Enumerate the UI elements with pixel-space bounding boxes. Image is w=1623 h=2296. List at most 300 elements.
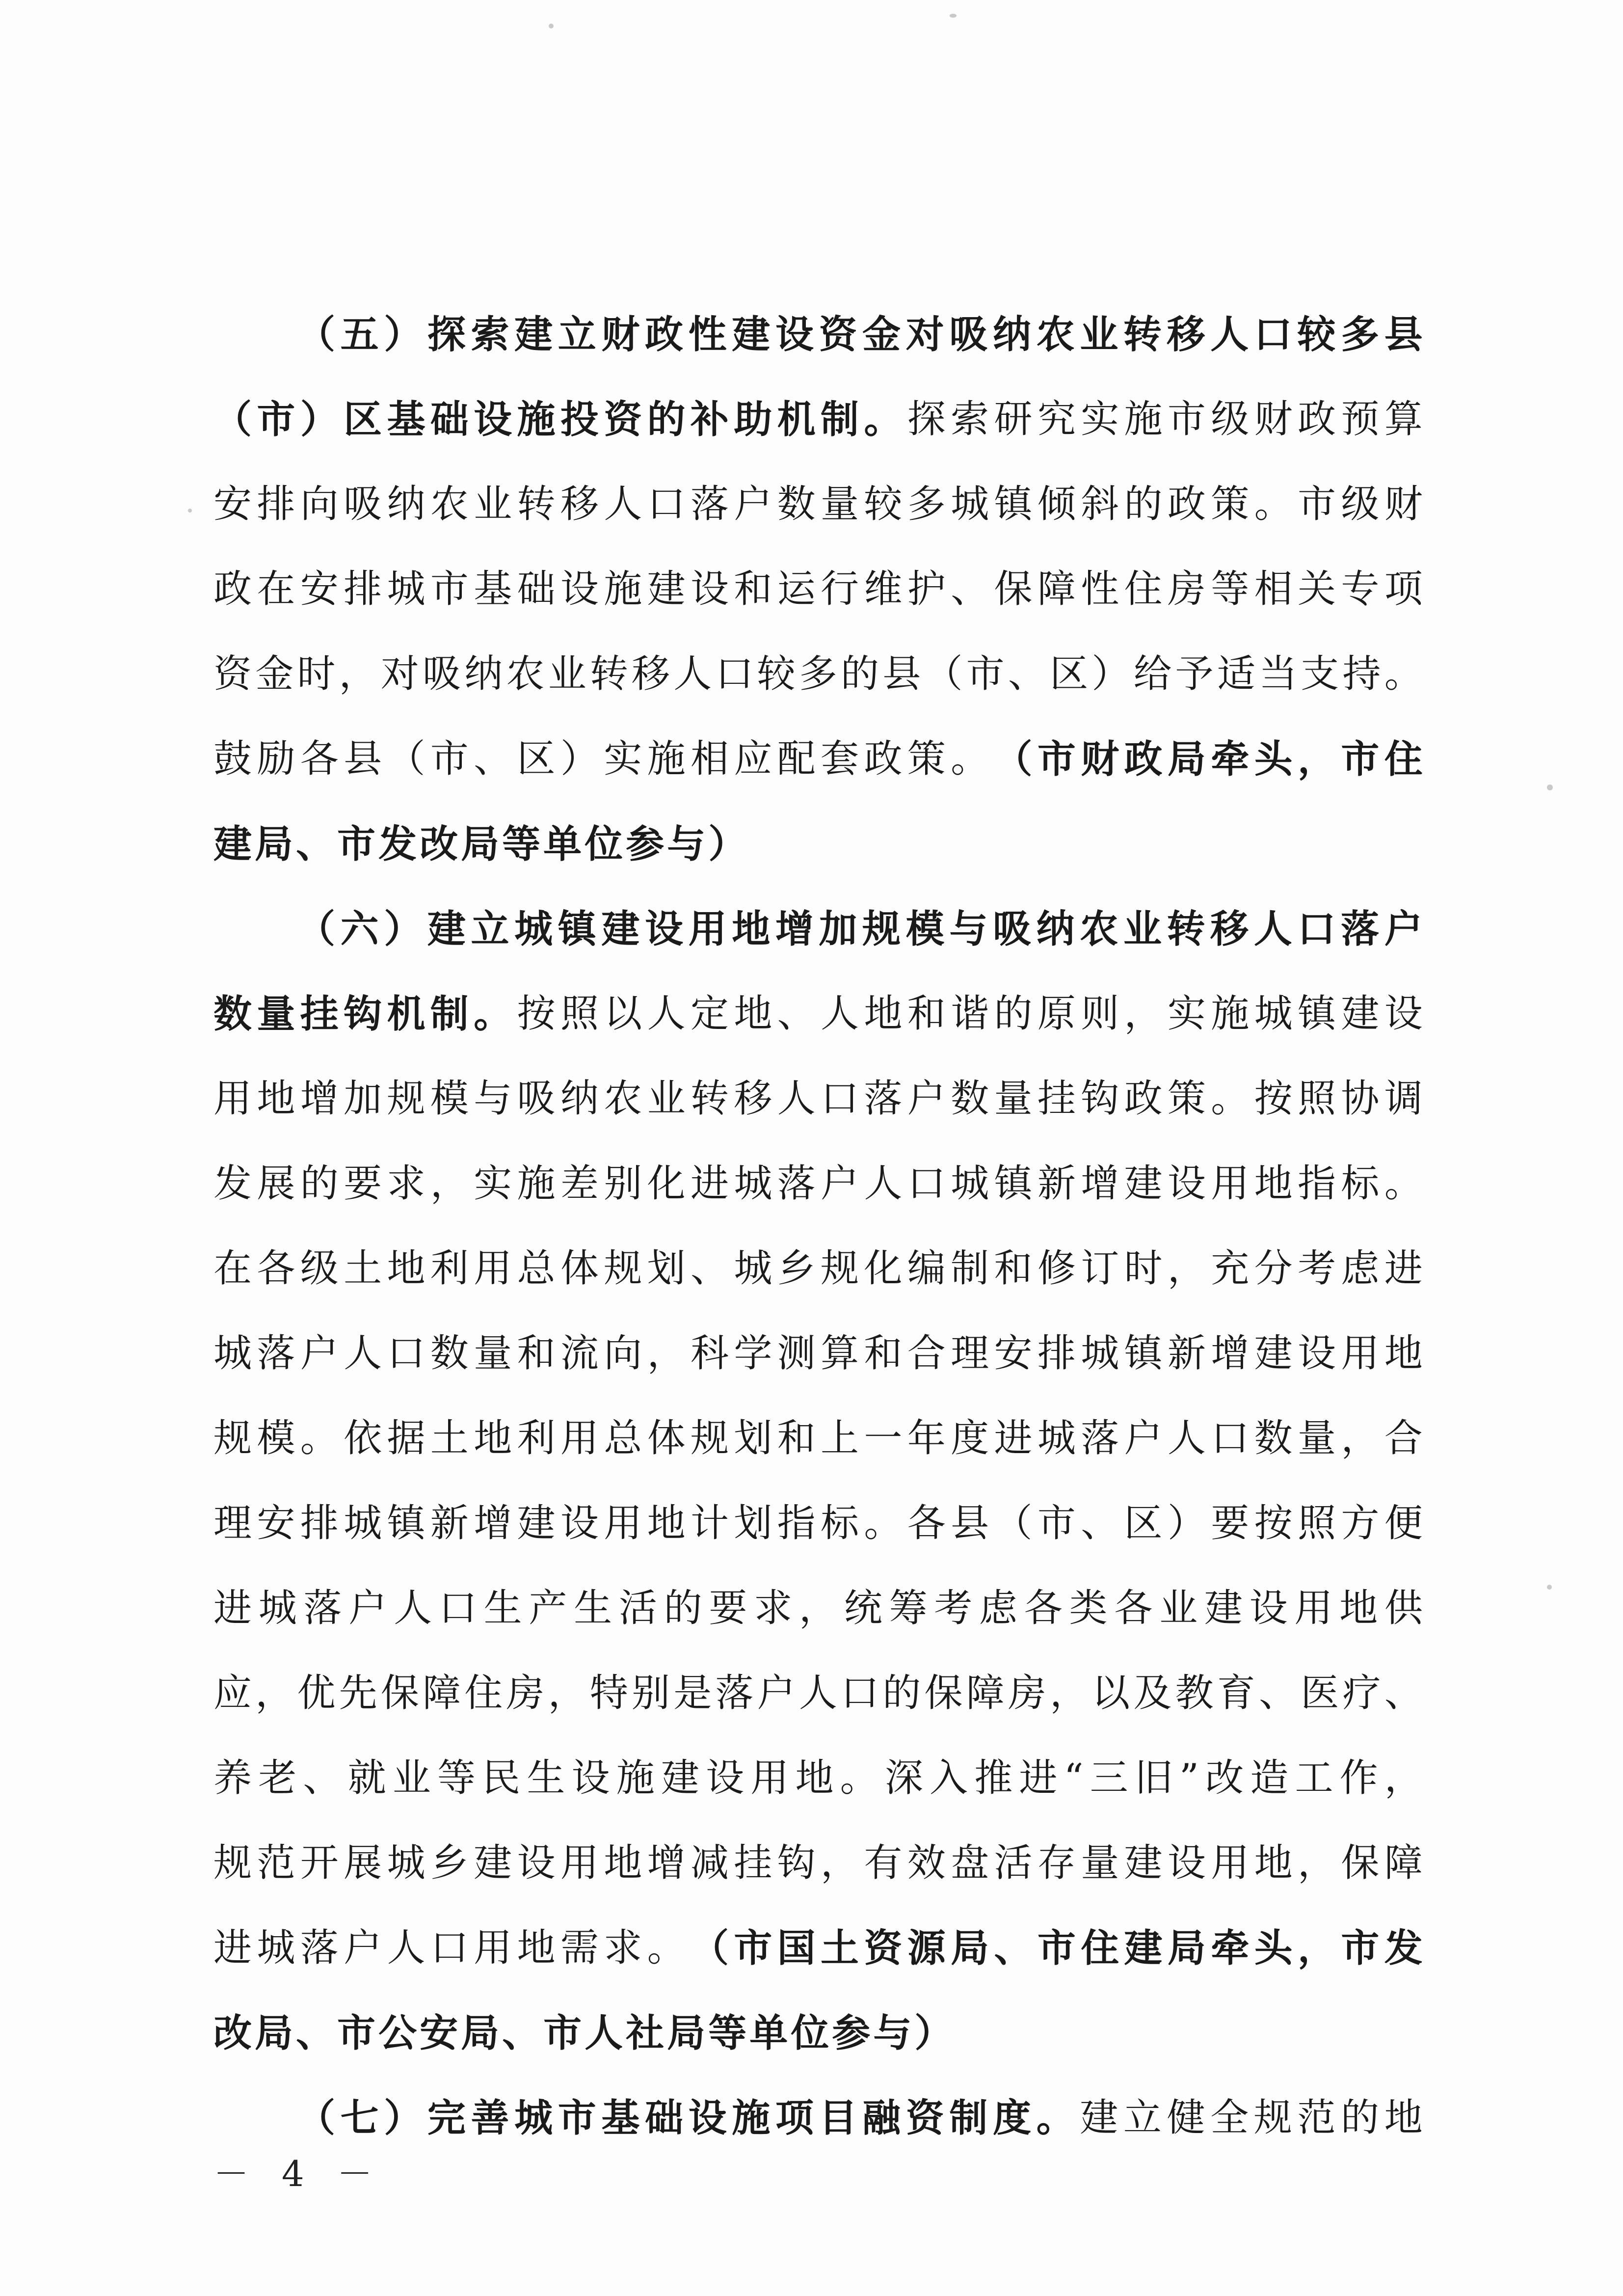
text-line — [213, 1481, 1426, 1566]
text-char: 考 — [1297, 1246, 1339, 1291]
text-char: 以 — [1091, 1671, 1133, 1715]
text-char: 类 — [1069, 1586, 1111, 1630]
text-char: 、 — [777, 992, 819, 1036]
text-char: 充 — [1211, 1246, 1252, 1291]
text-char: 存 — [1037, 1841, 1079, 1885]
text-char: 数 — [951, 1077, 992, 1121]
bold-text-char: 市 — [337, 2011, 379, 2055]
text-line — [213, 1821, 1426, 1906]
text-char: 吸 — [517, 1077, 559, 1121]
text-char: 健 — [1167, 2096, 1208, 2140]
text-char: 保 — [380, 1671, 422, 1715]
bold-text-char: 施 — [517, 397, 559, 442]
document-body — [213, 292, 1426, 2161]
text-char: 。 — [951, 737, 992, 781]
text-char: ， — [430, 1162, 472, 1206]
text-char: 流 — [560, 1331, 602, 1376]
bold-text-char: 项 — [775, 2096, 817, 2140]
text-char: 照 — [1297, 1501, 1339, 1545]
text-char: 向 — [300, 482, 342, 526]
text-char: 和 — [994, 1246, 1036, 1291]
bold-text-char: 资 — [604, 397, 645, 442]
text-char: 的 — [1124, 482, 1166, 526]
text-char: 基 — [474, 567, 515, 611]
text-char: 纳 — [387, 482, 428, 526]
text-char: 城 — [213, 1331, 255, 1376]
text-char: 一 — [864, 1416, 905, 1460]
text-char: 据 — [387, 1416, 428, 1460]
text-char: 照 — [1297, 1077, 1339, 1121]
bold-text-char: 建 — [427, 907, 469, 951]
bold-text-char: ， — [1297, 1926, 1339, 1971]
text-char: 建 — [1254, 1331, 1296, 1376]
text-char: 城 — [951, 1162, 992, 1206]
bold-text-char: 规 — [862, 907, 904, 951]
text-char: 运 — [777, 567, 819, 611]
text-char: 求 — [387, 1162, 428, 1206]
text-char: 口 — [715, 652, 757, 696]
text-char: 户 — [907, 1077, 949, 1121]
text-char: 用 — [1211, 1162, 1252, 1206]
bold-text-char: 与 — [949, 907, 991, 951]
text-char: 别 — [632, 1671, 673, 1715]
text-char: 民 — [482, 1756, 524, 1800]
text-char: 户 — [757, 1671, 798, 1715]
text-char: 全 — [1210, 2096, 1252, 2140]
bold-text-char: 社 — [626, 2011, 667, 2055]
bold-text-char: 础 — [430, 397, 472, 442]
text-char: 设 — [1167, 1162, 1209, 1206]
text-char: 障 — [1384, 1841, 1426, 1885]
bold-text-char: 区 — [344, 397, 385, 442]
text-char: 多 — [798, 652, 840, 696]
text-char: 求 — [754, 1586, 796, 1630]
text-char: 、 — [951, 567, 992, 611]
bold-text-char: 、 — [296, 822, 338, 866]
text-char: 进 — [213, 1586, 255, 1630]
text-char: 持 — [1342, 652, 1384, 696]
text-char: 施 — [1124, 397, 1166, 441]
text-char: 业 — [548, 652, 589, 696]
bold-text-char: （ — [690, 1926, 732, 1971]
bold-text-char: 市 — [1037, 1926, 1079, 1971]
bold-text-char: ） — [708, 822, 750, 866]
scan-speck — [950, 14, 957, 18]
text-char: 设 — [571, 1756, 613, 1800]
text-char: 落 — [300, 1926, 342, 1970]
text-char: ， — [821, 1841, 862, 1885]
text-char: 生 — [527, 1756, 568, 1800]
text-char: 化 — [864, 1246, 905, 1291]
bold-text-char: 局 — [1167, 1926, 1209, 1971]
text-char: 医 — [1301, 1671, 1342, 1715]
text-char: 、 — [690, 1246, 732, 1291]
bold-text-char: 市 — [257, 397, 298, 442]
bold-text-char: 口 — [1297, 907, 1339, 951]
text-line — [213, 717, 1426, 802]
text-char: 上 — [821, 1416, 862, 1460]
text-char: 旧 — [1134, 1756, 1176, 1800]
text-char: 应 — [734, 737, 775, 781]
text-char: 。 — [647, 1926, 689, 1970]
text-char: 依 — [344, 1416, 385, 1460]
text-char: 转 — [589, 652, 631, 696]
text-char: 策 — [1211, 482, 1252, 526]
bold-text-char: 较 — [1297, 312, 1339, 357]
bold-text-char: 立 — [471, 907, 512, 951]
bold-text-char: 人 — [1210, 312, 1252, 357]
text-char: 人 — [387, 1926, 428, 1970]
bold-text-char: 发 — [378, 822, 420, 866]
bold-text-char: 目 — [819, 2096, 860, 2140]
text-char: 、 — [1008, 652, 1049, 696]
text-char: 业 — [392, 1756, 434, 1800]
text-char: 纳 — [560, 1077, 602, 1121]
text-char: 标 — [1341, 1162, 1383, 1206]
text-char: 究 — [1037, 397, 1079, 441]
text-line — [213, 2076, 1426, 2161]
text-char: 先 — [339, 1671, 380, 1715]
bold-text-char: 位 — [791, 2011, 832, 2055]
text-char: 体 — [560, 1246, 602, 1291]
bold-text-char: （ — [994, 737, 1036, 782]
bold-text-char: 制 — [949, 2096, 991, 2140]
text-char: 政 — [1167, 482, 1209, 526]
text-char: 进 — [213, 1926, 255, 1970]
bold-text-char: 落 — [1341, 907, 1383, 951]
text-line — [213, 1226, 1426, 1311]
text-char: 利 — [430, 1246, 472, 1291]
text-char: 模 — [257, 1416, 298, 1460]
text-char: 设 — [690, 567, 732, 611]
text-char: 各 — [257, 1246, 298, 1291]
bold-text-char: 金 — [862, 312, 904, 357]
text-char: 增 — [474, 1501, 515, 1545]
text-char: 性 — [1081, 567, 1122, 611]
text-char: 。 — [1384, 1162, 1426, 1206]
text-char: 业 — [1159, 1586, 1201, 1630]
text-char: 城 — [257, 1926, 298, 1970]
text-char: 金 — [255, 652, 297, 696]
text-char: 口 — [647, 482, 689, 526]
text-char: 建 — [517, 1501, 559, 1545]
bold-text-char: 市 — [558, 2096, 599, 2140]
text-char: 就 — [347, 1756, 389, 1800]
bold-text-char: 住 — [1384, 737, 1426, 782]
text-char: 数 — [430, 1331, 472, 1376]
bold-text-char: 局 — [1167, 737, 1209, 782]
bold-text-char: 量 — [257, 992, 298, 1036]
text-char: 设 — [517, 1841, 559, 1885]
text-char: 地 — [1384, 2096, 1426, 2140]
text-char: ， — [1341, 1416, 1383, 1460]
text-char: 多 — [907, 482, 949, 526]
text-char: 以 — [604, 992, 645, 1036]
text-char: ， — [255, 1671, 297, 1715]
bold-text-char: 县 — [1384, 312, 1426, 357]
text-char: 县 — [951, 1501, 992, 1545]
text-char: 障 — [423, 1671, 464, 1715]
text-char: 排 — [300, 1501, 342, 1545]
text-char: 实 — [474, 1162, 515, 1206]
text-char: 区 — [517, 737, 559, 781]
text-char: 、 — [474, 737, 515, 781]
text-char: 人 — [1167, 1416, 1209, 1460]
text-char: 照 — [560, 992, 602, 1036]
bold-text-char: 市 — [543, 2011, 585, 2055]
text-char: 镇 — [1124, 1331, 1166, 1376]
text-char: 地 — [1339, 1586, 1381, 1630]
text-char: 安 — [994, 1331, 1036, 1376]
text-char: 落 — [690, 482, 732, 526]
text-char: 移 — [560, 482, 602, 526]
text-char: 有 — [864, 1841, 905, 1885]
text-char: 地 — [795, 1756, 837, 1800]
text-char: 和 — [734, 567, 775, 611]
bold-text-char: 。 — [864, 397, 905, 442]
bold-text-char: 投 — [560, 397, 602, 442]
text-char: 的 — [1341, 2096, 1383, 2140]
text-char: 地 — [1254, 1841, 1296, 1885]
text-char: 和 — [864, 1331, 905, 1376]
bold-text-char: 模 — [905, 907, 947, 951]
text-char: 入 — [930, 1756, 971, 1800]
text-char: 建 — [647, 567, 689, 611]
text-char: 建 — [1341, 992, 1383, 1036]
bold-text-char: 资 — [905, 2096, 947, 2140]
text-char: 各 — [1114, 1586, 1156, 1630]
text-char: 落 — [777, 1162, 819, 1206]
bold-text-char: 发 — [1384, 1926, 1426, 1971]
text-char: 排 — [1037, 1331, 1079, 1376]
text-char: 供 — [1384, 1586, 1426, 1630]
text-char: 设 — [1384, 992, 1426, 1036]
text-char: 施 — [616, 1756, 658, 1800]
text-char: 的 — [664, 1586, 705, 1630]
text-char: 和 — [777, 1416, 819, 1460]
text-char: 盘 — [951, 1841, 992, 1885]
text-char: 县 — [882, 652, 924, 696]
text-char: 和 — [907, 992, 949, 1036]
text-char: 按 — [517, 992, 559, 1036]
bold-text-char: 土 — [821, 1926, 862, 1971]
bold-text-char: 设 — [645, 907, 687, 951]
text-char: 设 — [1297, 1331, 1339, 1376]
bold-text-char: 人 — [585, 2011, 626, 2055]
text-char: 钩 — [1081, 1077, 1122, 1121]
text-char: 区 — [1050, 652, 1091, 696]
text-char: 度 — [951, 1416, 992, 1460]
text-char: ， — [339, 652, 380, 696]
bold-text-char: 源 — [907, 1926, 949, 1971]
text-char: 政 — [213, 567, 255, 611]
text-char: 制 — [951, 1246, 992, 1291]
text-char: 总 — [604, 1416, 645, 1460]
bold-text-char: 参 — [832, 2011, 874, 2055]
text-char: 向 — [604, 1331, 645, 1376]
text-char: 开 — [300, 1841, 342, 1885]
bold-text-char: 转 — [1123, 312, 1165, 357]
text-char: 化 — [647, 1162, 689, 1206]
text-char: 量 — [821, 482, 862, 526]
text-char: 推 — [974, 1756, 1016, 1800]
bold-text-char: 改 — [213, 2011, 255, 2055]
bold-text-char: 立 — [558, 312, 599, 357]
text-char: 保 — [994, 567, 1036, 611]
text-char: 修 — [1037, 1246, 1079, 1291]
text-char: 时 — [297, 652, 339, 696]
bold-text-char: 政 — [1124, 737, 1166, 782]
text-char: 安 — [213, 482, 255, 526]
text-char: 套 — [821, 737, 862, 781]
text-char: 规 — [1253, 2096, 1295, 2140]
text-char: 。 — [1384, 652, 1426, 696]
text-char: 规 — [604, 1246, 645, 1291]
text-char: 新 — [430, 1501, 472, 1545]
text-char: 用 — [604, 1501, 645, 1545]
bold-text-char: 镇 — [558, 907, 599, 951]
text-char: 地 — [734, 992, 775, 1036]
text-char: 展 — [344, 1841, 385, 1885]
text-char: 规 — [690, 1416, 732, 1460]
text-char: 相 — [690, 737, 732, 781]
text-char: 用 — [474, 1246, 515, 1291]
text-char: 落 — [864, 1077, 905, 1121]
text-char: 鼓 — [213, 737, 255, 781]
text-char: 安 — [300, 567, 342, 611]
text-char: ， — [1167, 1246, 1209, 1291]
bold-text-char: 多 — [1341, 312, 1383, 357]
text-line — [213, 887, 1426, 972]
text-char: 索 — [951, 397, 992, 441]
text-char: 与 — [474, 1077, 515, 1121]
bold-text-char: 局 — [667, 2011, 709, 2055]
text-char: 城 — [387, 567, 428, 611]
text-char: 计 — [690, 1501, 732, 1545]
text-char: 差 — [560, 1162, 602, 1206]
text-char: 设 — [560, 1501, 602, 1545]
bold-text-char: 。 — [474, 992, 515, 1036]
text-char: 口 — [821, 1077, 862, 1121]
text-char: 探 — [907, 397, 949, 441]
text-line — [213, 972, 1426, 1056]
text-char: 科 — [690, 1331, 732, 1376]
text-char: 保 — [924, 1671, 966, 1715]
text-line — [213, 1056, 1426, 1141]
text-char: 市 — [966, 652, 1008, 696]
text-char: 建 — [1204, 1586, 1246, 1630]
bold-text-char: 补 — [690, 397, 732, 442]
text-char: 排 — [344, 567, 385, 611]
bold-text-char: 市 — [1341, 737, 1383, 782]
text-char: 划 — [734, 1501, 775, 1545]
bold-text-char: ） — [300, 397, 342, 442]
text-char: 、 — [303, 1756, 345, 1800]
text-char: 进 — [1019, 1756, 1061, 1800]
bold-text-char: 户 — [1384, 907, 1426, 951]
text-char: 加 — [344, 1077, 385, 1121]
bold-text-char: 度 — [993, 2096, 1035, 2140]
bold-text-char: （ — [297, 907, 339, 951]
text-char: 城 — [387, 1841, 428, 1885]
text-char: 应 — [213, 1671, 255, 1715]
bold-text-char: 善 — [471, 2096, 512, 2140]
text-char: 标 — [821, 1501, 862, 1545]
text-char: 城 — [1254, 992, 1296, 1036]
text-char: 是 — [673, 1671, 715, 1715]
text-char: 进 — [994, 1416, 1036, 1460]
text-char: 建 — [1080, 2096, 1121, 2140]
text-char: 行 — [821, 567, 862, 611]
text-char: 落 — [257, 1331, 298, 1376]
text-char: 城 — [734, 1162, 775, 1206]
text-char: 合 — [1384, 1416, 1426, 1460]
text-char: 增 — [300, 1077, 342, 1121]
text-char: 数 — [777, 482, 819, 526]
bold-text-char: ） — [384, 312, 426, 357]
bold-text-char: 安 — [420, 2011, 461, 2055]
text-char: 地 — [604, 1841, 645, 1885]
text-char: ， — [798, 1586, 840, 1630]
text-char: 的 — [994, 992, 1036, 1036]
bold-text-char: 七 — [340, 2096, 382, 2140]
text-char: 口 — [1211, 1416, 1252, 1460]
text-char: 减 — [690, 1841, 732, 1885]
text-char: ， — [647, 1331, 689, 1376]
text-char: 镇 — [1297, 992, 1339, 1036]
text-line — [213, 802, 1426, 887]
bold-text-char: 业 — [1123, 907, 1165, 951]
bold-text-char: 局 — [255, 822, 296, 866]
bold-text-char: 础 — [645, 2096, 687, 2140]
text-char: 原 — [1037, 992, 1079, 1036]
bold-text-char: 对 — [905, 312, 947, 357]
text-char: 建 — [1124, 1162, 1166, 1206]
text-char: 住 — [1124, 567, 1166, 611]
text-char: 落 — [715, 1671, 757, 1715]
bold-text-char: 业 — [1080, 312, 1121, 357]
text-char: 。 — [1211, 1077, 1252, 1121]
bold-text-char: 与 — [667, 822, 709, 866]
text-char: 增 — [647, 1841, 689, 1885]
bold-text-char: （ — [213, 397, 255, 442]
bold-text-char: 等 — [502, 822, 544, 866]
text-char: 人 — [777, 1077, 819, 1121]
text-line — [213, 462, 1426, 547]
bold-text-char: 挂 — [300, 992, 342, 1036]
bold-text-char: 基 — [387, 397, 428, 442]
text-char: 用 — [1211, 1841, 1252, 1885]
text-char: 的 — [882, 1671, 924, 1715]
text-char: 财 — [1384, 482, 1426, 526]
text-char: 立 — [1123, 2096, 1165, 2140]
text-char: 政 — [864, 737, 905, 781]
bold-text-char: 加 — [819, 907, 860, 951]
text-char: 农 — [430, 482, 472, 526]
text-char: 范 — [1297, 2096, 1339, 2140]
text-char: 专 — [1341, 567, 1383, 611]
bold-text-char: 位 — [585, 822, 626, 866]
text-char: 用 — [474, 1926, 515, 1970]
text-char: 、 — [1384, 1671, 1426, 1715]
text-char: 工 — [1295, 1756, 1336, 1800]
text-char: 深 — [884, 1756, 926, 1800]
text-char: 发 — [213, 1162, 255, 1206]
text-char: 农 — [604, 1077, 645, 1121]
text-char: 础 — [517, 567, 559, 611]
text-char: 户 — [821, 1162, 862, 1206]
bold-text-char: 用 — [688, 907, 730, 951]
